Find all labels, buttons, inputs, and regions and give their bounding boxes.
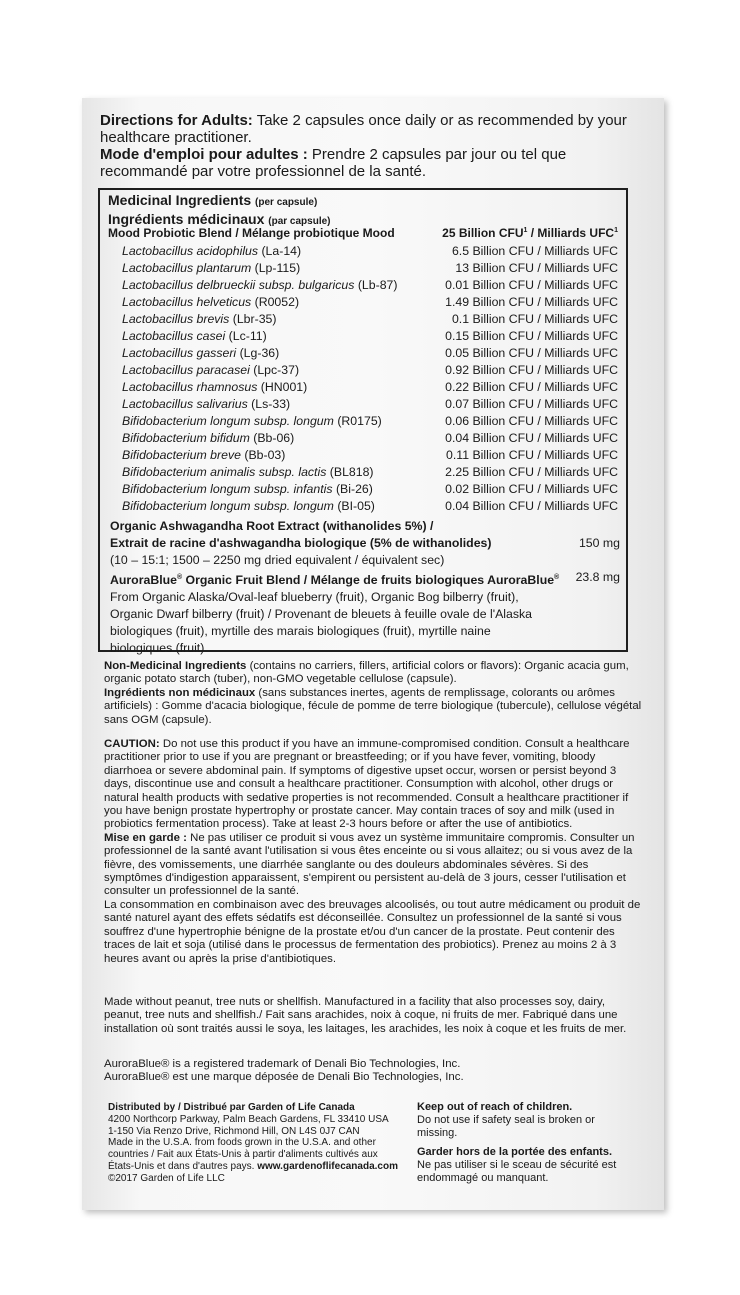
distributor-address-us: 4200 Northcorp Parkway, Palm Beach Gardens, FL 33410 USA	[108, 1113, 389, 1125]
strain-name	[122, 329, 267, 343]
allergen-statement	[104, 996, 644, 1036]
registered-mark-1: ®	[176, 574, 183, 581]
strain-amount: 0.07 Billion CFU / Milliards UFC	[445, 397, 618, 411]
strain-species: Lactobacillus rhamnosus	[122, 380, 258, 394]
strain-name	[122, 482, 373, 496]
keep-out-reach-en-text: Do not use if safety seal is broken or missing.	[417, 1114, 595, 1139]
strain-code: (BI-05)	[333, 499, 375, 513]
strain-row	[122, 430, 618, 447]
strain-code: (HN001)	[257, 380, 308, 394]
probiotic-blend-name: Mood Probiotic Blend / Mélange probiotique Mood	[108, 226, 395, 240]
fruit-blend-amount: 23.8 mg	[575, 570, 620, 584]
strain-row	[122, 498, 618, 515]
strain-species: Bifidobacterium breve	[122, 448, 241, 462]
ashwagandha-name-en: Organic Ashwagandha Root Extract (withanolides 5%) /	[110, 519, 434, 533]
website-link: www.gardenoflifecanada.com	[257, 1160, 398, 1172]
keep-out-reach-en-title: Keep out of reach of children.	[417, 1101, 573, 1113]
caution-en	[104, 738, 644, 832]
strain-code: (Lpc-37)	[249, 363, 300, 377]
strain-name	[122, 244, 301, 258]
caution-section	[104, 738, 644, 966]
strain-row	[122, 294, 618, 311]
strain-species: Lactobacillus acidophilus	[122, 244, 259, 258]
strain-row	[122, 464, 618, 481]
strain-list	[122, 243, 618, 515]
strain-species: Bifidobacterium longum subsp. longum	[122, 499, 334, 513]
non-medicinal-fr-label: Ingrédients non médicinaux	[104, 686, 256, 699]
directions-en-label: Directions for Adults:	[100, 112, 253, 129]
strain-species: Lactobacillus casei	[122, 329, 226, 343]
strain-species: Bifidobacterium longum subsp. infantis	[122, 482, 333, 496]
strain-species: Lactobacillus gasseri	[122, 346, 237, 360]
strain-name	[122, 465, 374, 479]
distributor-address-ca: 1-150 Via Renzo Drive, Richmond Hill, ON L4S 0J7 CAN	[108, 1125, 360, 1137]
strain-code: (BL818)	[326, 465, 374, 479]
ashwagandha-detail: (10 – 15:1; 1500 – 2250 mg dried equivalent / équivalent sec)	[110, 553, 445, 567]
strain-row	[122, 379, 618, 396]
strain-name	[122, 380, 307, 394]
directions-en-text: Take 2 capsules once daily or as recommended by your healthcare practitioner.	[100, 112, 627, 146]
trademark-section	[104, 1058, 644, 1085]
fruit-blend-entry	[110, 569, 620, 657]
strain-row	[122, 447, 618, 464]
strain-amount: 0.92 Billion CFU / Milliards UFC	[445, 363, 618, 377]
non-medicinal-en-label: Non-Medicinal Ingredients	[104, 660, 247, 672]
strain-amount: 2.25 Billion CFU / Milliards UFC	[445, 465, 618, 479]
strain-name	[122, 448, 285, 462]
ashwagandha-name-fr: Extrait de racine d'ashwagandha biologique (5% de withanolides)	[110, 536, 492, 550]
strain-amount: 0.22 Billion CFU / Milliards UFC	[445, 380, 618, 394]
strain-amount: 6.5 Billion CFU / Milliards UFC	[451, 244, 618, 258]
fruit-blend-name: Organic Fruit Blend / Mélange de fruits biologiques AuroraBlue	[182, 573, 555, 588]
strain-row	[122, 328, 618, 345]
strain-code: (Lp-115)	[251, 261, 301, 275]
allergen-text: Made without peanut, tree nuts or shellfish. Manufactured in a facility that also processes soy, dairy, peanut, tree nuts and shellfish./ Fait sans arachides, noix à coque, ni fruits de mer. Fabriqué dans une installation où sont traités aussi le soya, les laitages, les arachides, les noix à coque et les fruits de mer.	[104, 996, 627, 1035]
strain-species: Lactobacillus salivarius	[122, 397, 248, 411]
medicinal-title	[108, 192, 618, 230]
strain-amount: 0.02 Billion CFU / Milliards UFC	[445, 482, 618, 496]
strain-species: Bifidobacterium animalis subsp. lactis	[122, 465, 327, 479]
registered-mark-2: ®	[554, 574, 560, 581]
strain-amount: 0.15 Billion CFU / Milliards UFC	[445, 329, 618, 343]
non-medicinal-fr-text: (sans substances inertes, agents de remplissage, colorants ou arômes artificiels) : Gomme d'acacia biologique, fécule de pomme de terre biologique (tubercule), cellulose végétal sans OGM (capsule).	[104, 686, 642, 726]
strain-name	[122, 278, 397, 292]
strain-amount: 0.11 Billion CFU / Milliards UFC	[446, 448, 618, 462]
strain-name	[122, 431, 294, 445]
non-medicinal-en-text: (contains no carriers, fillers, artificial colors or flavors): Organic acacia gum, organic potato starch (tuber), non-GMO vegetable cellulose (capsule).	[104, 660, 629, 686]
trademark-fr: AuroraBlue® est une marque déposée de Denali Bio Technologies, Inc.	[104, 1071, 464, 1084]
caution-fr	[104, 832, 644, 899]
strain-name	[122, 499, 375, 513]
strain-code: (R0175)	[333, 414, 382, 428]
strain-species: Lactobacillus paracasei	[122, 363, 250, 377]
strain-code: (Bb-06)	[249, 431, 295, 445]
strain-species: Lactobacillus brevis	[122, 312, 230, 326]
strain-species: Lactobacillus delbrueckii subsp. bulgaricus	[122, 278, 355, 292]
made-in-text: Made in the U.S.A. from foods grown in the U.S.A. and other countries / Fait aux États-Unis à partir d'aliments cultivés aux États-Unis et dans d'autres pays.	[108, 1137, 378, 1172]
keep-out-reach-fr-title: Garder hors de la portée des enfants.	[417, 1146, 613, 1158]
strain-code: (Lbr-35)	[229, 312, 277, 326]
caution-fr-text-1: Ne pas utiliser ce produit si vous avez un système immunitaire compromis. Consulter un professionnel de la santé avant l'utilisation si vous êtes enceinte ou si vous allaitez; ou si vous avez de la fièvre, des vomissements, une diarrhée sanglante ou des douleurs abdominales sévères. Si des symptômes d'indigestion apparaissent, s'empirent ou persistent au-delà de 3 jours, cesser l'utilisation et consulter un professionnel de la santé.	[104, 831, 635, 898]
medicinal-title-fr-note: (par capsule)	[268, 216, 331, 227]
fruit-blend-brand: AuroraBlue	[110, 573, 177, 588]
strain-name	[122, 346, 279, 360]
strain-species: Bifidobacterium bifidum	[122, 431, 250, 445]
strain-row	[122, 362, 618, 379]
warnings-section	[417, 1101, 627, 1185]
strain-code: (La-14)	[258, 244, 302, 258]
strain-species: Lactobacillus helveticus	[122, 295, 252, 309]
made-in-statement	[108, 1137, 398, 1172]
copyright-text: ©2017 Garden of Life LLC	[108, 1172, 225, 1184]
directions-fr-text: Prendre 2 capsules par jour ou tel que recommandé par votre professionnel de la santé.	[100, 146, 567, 180]
directions-fr-label: Mode d'emploi pour adultes :	[100, 146, 308, 163]
distributor-label: Distributed by / Distribué par Garden of Life Canada	[108, 1102, 355, 1113]
strain-amount: 0.01 Billion CFU / Milliards UFC	[445, 278, 618, 292]
strain-name	[122, 414, 382, 428]
strain-amount: 1.49 Billion CFU / Milliards UFC	[445, 295, 618, 309]
probiotic-blend-amount	[442, 226, 618, 240]
non-medicinal-en	[104, 660, 644, 687]
caution-en-text: Do not use this product if you have an immune-compromised condition. Consult a healthcare practitioner prior to use if you are pregnant or breastfeeding; or if you have fever, vomiting, bloody diarrhoea or severe abdominal pain. If symptoms of digestive upset occur, worsen or persist beyond 3 days, discontinue use and consult a healthcare practitioner. Consumption with alcohol, other drugs or natural health products with sedative properties is not recommended. Consult a healthcare practitioner if you have benign prostate hypertrophy or prostate cancer. May contain traces of soy and milk (used in probiotics fermentation process). Take at least 2-3 hours before or after the use of antibiotics.	[104, 738, 630, 831]
strain-amount: 0.04 Billion CFU / Milliards UFC	[445, 431, 618, 445]
strain-amount: 0.06 Billion CFU / Milliards UFC	[445, 414, 618, 428]
blend-footnote-2: 1	[614, 227, 618, 234]
strain-row	[122, 311, 618, 328]
strain-name	[122, 295, 299, 309]
strain-amount: 0.04 Billion CFU / Milliards UFC	[445, 499, 618, 513]
strain-species: Lactobacillus plantarum	[122, 261, 252, 275]
strain-row	[122, 277, 618, 294]
directions-fr	[100, 146, 648, 180]
strain-code: (Lg-36)	[236, 346, 280, 360]
directions-en	[100, 112, 648, 146]
caution-fr-text-2: La consommation en combinaison avec des breuvages alcoolisés, ou tout autre médicament ou produit de santé naturel ayant des effets sédatifs est déconseillée. Consultez un professionnel de la santé si vous souffrez d'une hypertrophie bénigne de la prostate et/ou d'un cancer de la prostate. Peut contenir des traces de lait et soja (utilisé dans le processus de fermentation des probiotics). Prenez au moins 2 à 3 heures avant ou après la prise d'antibiotiques.	[104, 898, 641, 965]
strain-row	[122, 481, 618, 498]
blend-footnote-1: 1	[523, 227, 528, 234]
medicinal-title-fr: Ingrédients médicinaux	[108, 211, 265, 227]
strain-code: (Ls-33)	[247, 397, 291, 411]
strain-amount: 0.1 Billion CFU / Milliards UFC	[451, 312, 618, 326]
ashwagandha-entry	[110, 518, 620, 569]
strain-name	[122, 363, 299, 377]
caution-en-label: CAUTION:	[104, 738, 160, 750]
strain-code: (R0052)	[251, 295, 300, 309]
blend-amount-cfu: 25 Billion CFU	[442, 226, 524, 240]
non-medicinal-section	[104, 660, 644, 727]
probiotic-blend-row	[108, 226, 618, 241]
distributor-section	[108, 1102, 398, 1185]
keep-out-reach-fr-text: Ne pas utiliser si le sceau de sécurité est endommagé ou manquant.	[417, 1159, 617, 1184]
fruit-blend-detail: From Organic Alaska/Oval-leaf blueberry (fruit), Organic Bog bilberry (fruit), Organic Dwarf bilberry (fruit) / Provenant de bleuets à feuille ovale de l'Alaska biologiques (fruit), myrtille des marais biologiques (fruit), myrtille naine biologiques (fruit)	[110, 590, 533, 656]
strain-species: Bifidobacterium longum subsp. longum	[122, 414, 334, 428]
medicinal-title-en: Medicinal Ingredients	[108, 192, 252, 208]
strain-code: (Bb-03)	[240, 448, 286, 462]
medicinal-title-en-note: (per capsule)	[255, 197, 318, 208]
strain-row	[122, 260, 618, 277]
strain-code: (Bi-26)	[332, 482, 373, 496]
non-medicinal-fr	[104, 687, 644, 727]
directions-section	[100, 112, 648, 180]
strain-amount: 13 Billion CFU / Milliards UFC	[455, 261, 618, 275]
strain-name	[122, 312, 276, 326]
strain-row	[122, 345, 618, 362]
ashwagandha-amount: 150 mg	[578, 536, 620, 550]
strain-code: (Lc-11)	[225, 329, 267, 343]
strain-row	[122, 243, 618, 260]
strain-row	[122, 396, 618, 413]
trademark-en: AuroraBlue® is a registered trademark of Denali Bio Technologies, Inc.	[104, 1058, 461, 1070]
strain-amount: 0.05 Billion CFU / Milliards UFC	[445, 346, 618, 360]
caution-fr-label: Mise en garde :	[104, 831, 187, 844]
strain-code: (Lb-87)	[354, 278, 398, 292]
blend-amount-ufc: / Milliards UFC	[527, 226, 615, 240]
strain-name	[122, 397, 290, 411]
strain-name	[122, 261, 300, 275]
strain-row	[122, 413, 618, 430]
